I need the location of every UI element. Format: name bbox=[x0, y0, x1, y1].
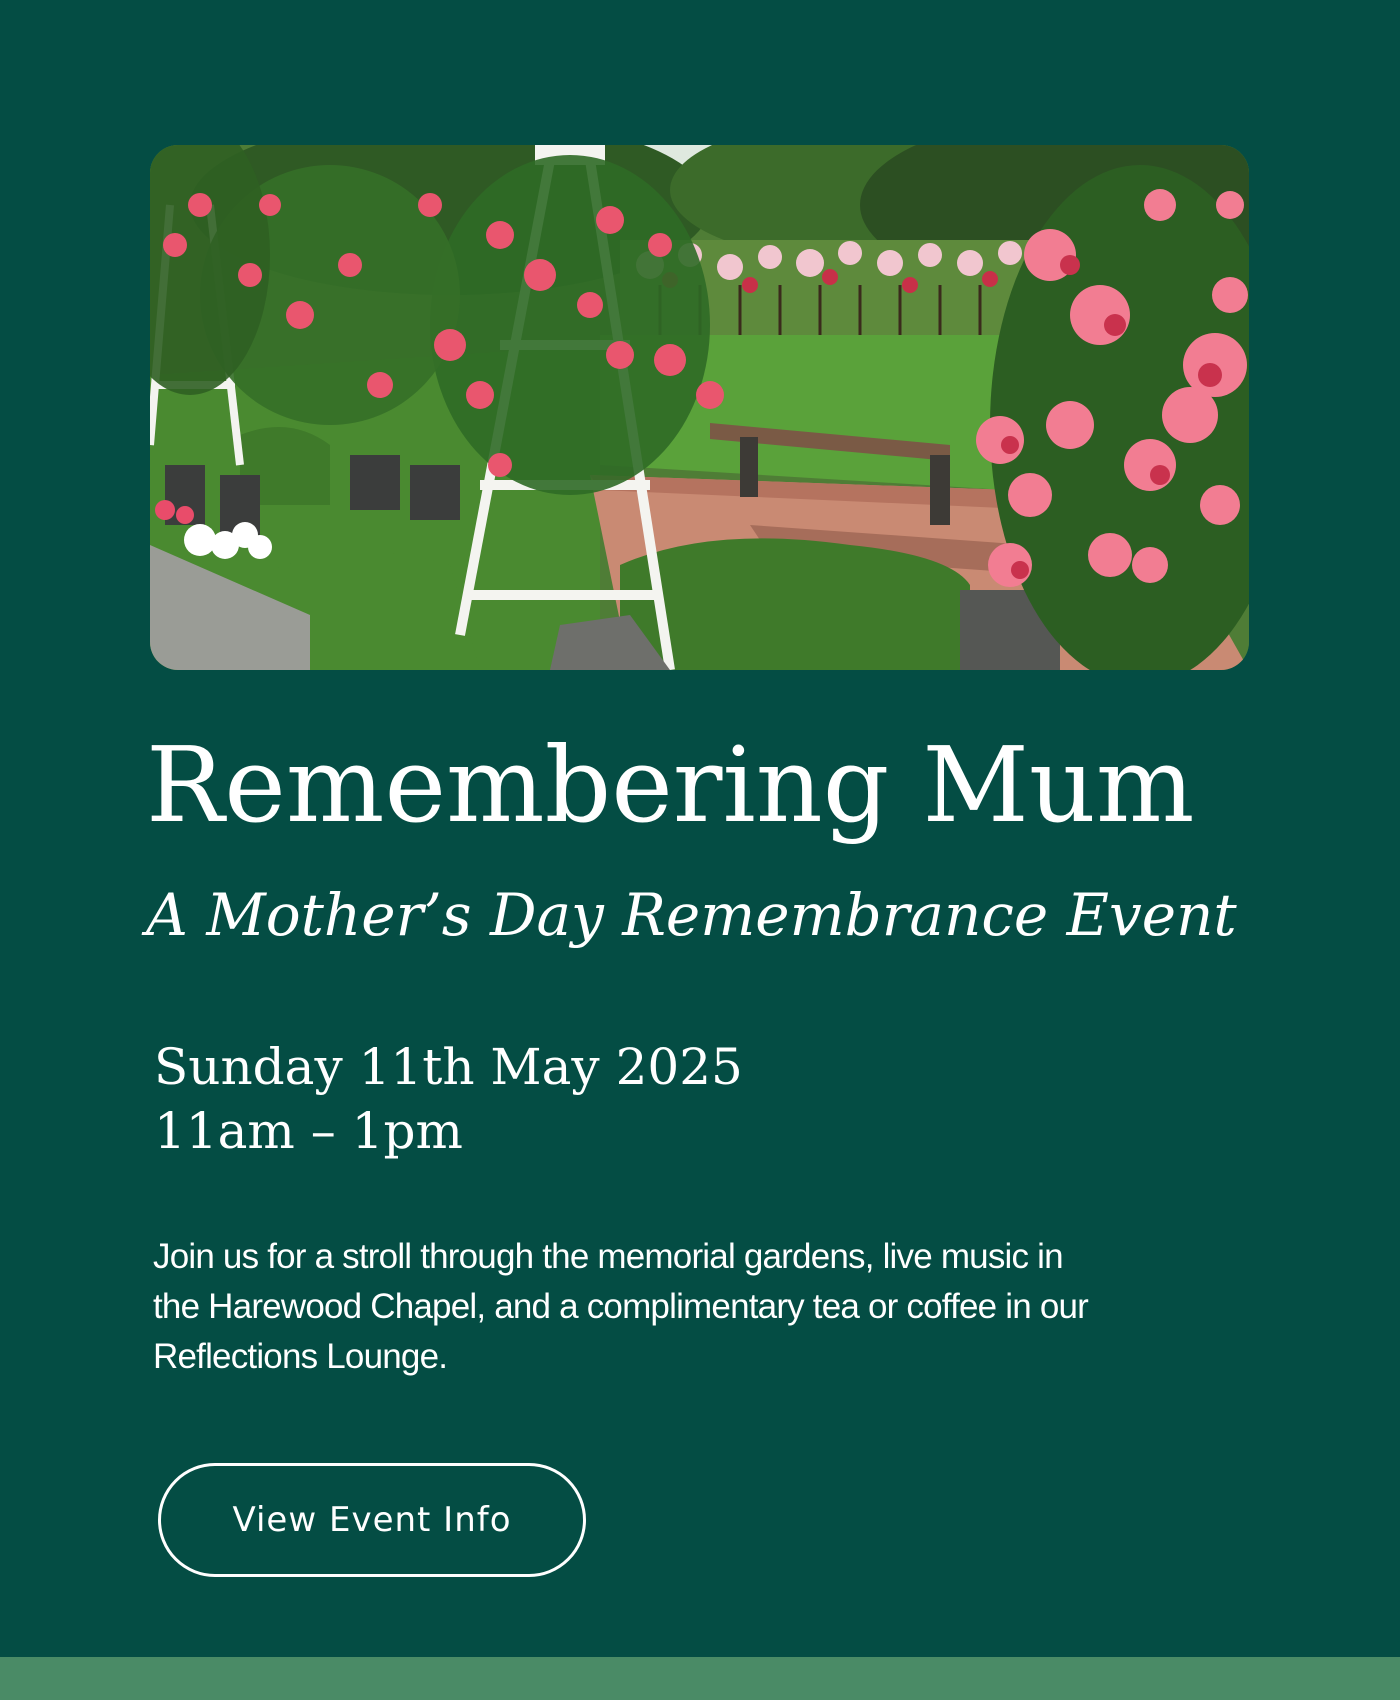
event-subtitle: A Mother’s Day Remembrance Event bbox=[146, 881, 1237, 949]
event-date: Sunday 11th May 2025 bbox=[154, 1038, 743, 1096]
footer-bar bbox=[0, 1657, 1400, 1700]
event-time: 11am – 1pm bbox=[154, 1102, 463, 1160]
rose-garden-illustration bbox=[150, 145, 1249, 670]
event-description: Join us for a stroll through the memorial gardens, live music in the Harewood Chapel, and a complimentary tea or coffee in our Reflections Lounge. bbox=[153, 1237, 1089, 1376]
event-title: Remembering Mum bbox=[146, 724, 1195, 846]
view-event-info-button[interactable]: View Event Info bbox=[158, 1463, 586, 1577]
event-datetime bbox=[154, 1035, 743, 1163]
hero-image-rose-garden bbox=[150, 145, 1249, 670]
